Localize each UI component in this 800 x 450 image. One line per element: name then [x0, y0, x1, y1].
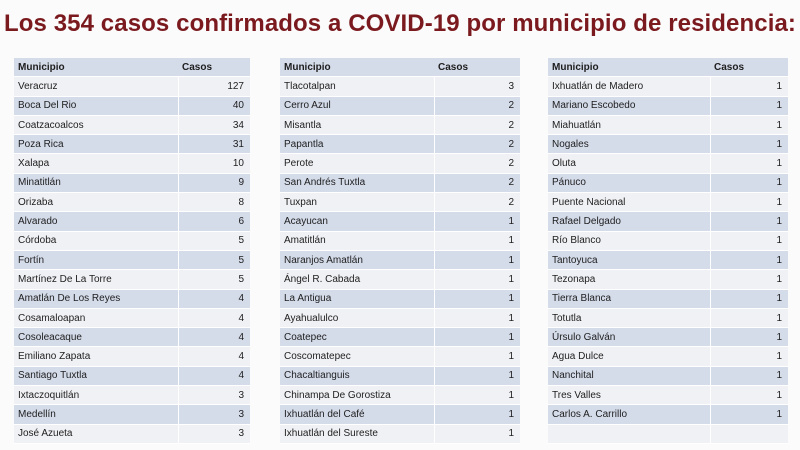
casos-cell: 34: [178, 115, 250, 134]
table-row: [548, 328, 788, 347]
casos-header: Casos: [434, 58, 520, 77]
municipio-cell: Orizaba: [14, 193, 178, 212]
casos-cell: 5: [178, 231, 250, 250]
cases-table-2: [280, 58, 520, 444]
municipio-header: Municipio: [548, 58, 710, 77]
casos-cell: 1: [710, 77, 788, 96]
casos-cell: 1: [434, 386, 520, 405]
table-row: [14, 328, 250, 347]
municipio-cell: Ixhuatlán del Café: [280, 405, 434, 424]
casos-cell: 1: [434, 270, 520, 289]
table-row: [280, 154, 520, 173]
table-row: [548, 135, 788, 154]
casos-cell: 1: [710, 328, 788, 347]
casos-header: Casos: [710, 58, 788, 77]
municipio-cell: Tantoyuca: [548, 250, 710, 269]
casos-cell: 1: [710, 308, 788, 327]
casos-cell: 1: [434, 347, 520, 366]
table-row: [14, 135, 250, 154]
table-row: [280, 77, 520, 96]
casos-cell: 4: [178, 347, 250, 366]
casos-cell: 1: [710, 193, 788, 212]
casos-cell: 2: [434, 173, 520, 192]
table-row: [280, 135, 520, 154]
casos-cell: 4: [178, 366, 250, 385]
table-row: [14, 96, 250, 115]
table-row: [548, 289, 788, 308]
table-row: [280, 250, 520, 269]
casos-cell: 31: [178, 135, 250, 154]
casos-cell: 3: [178, 424, 250, 443]
table-row: [280, 212, 520, 231]
table-row: [14, 270, 250, 289]
municipio-cell: Tierra Blanca: [548, 289, 710, 308]
table-row: [548, 366, 788, 385]
table-row: [280, 173, 520, 192]
table-row: [280, 270, 520, 289]
table-row: [14, 212, 250, 231]
table-row: [14, 366, 250, 385]
municipio-cell: Misantla: [280, 115, 434, 134]
table-row: [14, 154, 250, 173]
municipio-cell: Pánuco: [548, 173, 710, 192]
municipio-cell: Ixhuatlán del Sureste: [280, 424, 434, 443]
table-row: [548, 193, 788, 212]
table-row: [548, 424, 788, 443]
casos-cell: 1: [434, 231, 520, 250]
municipio-cell: Fortín: [14, 250, 178, 269]
table-row: [280, 386, 520, 405]
municipio-cell: Alvarado: [14, 212, 178, 231]
table-row: [280, 308, 520, 327]
municipio-cell: Úrsulo Galván: [548, 328, 710, 347]
municipio-cell: José Azueta: [14, 424, 178, 443]
municipio-cell: Mariano Escobedo: [548, 96, 710, 115]
casos-cell: 5: [178, 250, 250, 269]
table-row: [280, 115, 520, 134]
casos-header: Casos: [178, 58, 250, 77]
casos-cell: 1: [710, 347, 788, 366]
casos-cell: 1: [434, 424, 520, 443]
municipio-cell: Río Blanco: [548, 231, 710, 250]
casos-cell: 1: [710, 386, 788, 405]
municipio-cell: Amatlán De Los Reyes: [14, 289, 178, 308]
casos-cell: 10: [178, 154, 250, 173]
casos-cell: 8: [178, 193, 250, 212]
municipio-cell: Poza Rica: [14, 135, 178, 154]
table-row: [548, 154, 788, 173]
table-row: [280, 405, 520, 424]
municipio-cell: Totutla: [548, 308, 710, 327]
casos-cell: 1: [710, 366, 788, 385]
cases-table-1: [14, 58, 250, 444]
table-row: [14, 250, 250, 269]
municipio-cell: Agua Dulce: [548, 347, 710, 366]
casos-cell: [710, 424, 788, 443]
table-row: [548, 96, 788, 115]
municipio-cell: Córdoba: [14, 231, 178, 250]
casos-cell: 1: [710, 289, 788, 308]
casos-cell: 1: [434, 366, 520, 385]
table-row: [14, 405, 250, 424]
casos-cell: 1: [710, 270, 788, 289]
casos-cell: 127: [178, 77, 250, 96]
municipio-cell: Coatzacoalcos: [14, 115, 178, 134]
municipio-cell: Chacaltianguis: [280, 366, 434, 385]
table-row: [280, 347, 520, 366]
municipio-cell: Carlos A. Carrillo: [548, 405, 710, 424]
municipio-cell: Martínez De La Torre: [14, 270, 178, 289]
municipio-cell: San Andrés Tuxtla: [280, 173, 434, 192]
table-row: [548, 250, 788, 269]
municipio-cell: Tezonapa: [548, 270, 710, 289]
casos-cell: 1: [710, 154, 788, 173]
table-row: [548, 308, 788, 327]
table-row: [280, 289, 520, 308]
table-row: [548, 270, 788, 289]
municipio-cell: Tres Valles: [548, 386, 710, 405]
table-row: [548, 386, 788, 405]
table-row: [280, 328, 520, 347]
table-row: [14, 289, 250, 308]
casos-cell: 1: [710, 115, 788, 134]
casos-cell: 2: [434, 115, 520, 134]
casos-cell: 1: [710, 405, 788, 424]
municipio-cell: Ixtaczoquitlán: [14, 386, 178, 405]
table-row: [280, 424, 520, 443]
municipio-cell: Cosoleacaque: [14, 328, 178, 347]
municipio-cell: Rafael Delgado: [548, 212, 710, 231]
table-row: [14, 231, 250, 250]
casos-cell: 1: [710, 212, 788, 231]
casos-cell: 4: [178, 289, 250, 308]
table-row: [280, 193, 520, 212]
casos-cell: 1: [434, 289, 520, 308]
table-row: [548, 212, 788, 231]
table-row: [14, 308, 250, 327]
municipio-cell: Ixhuatlán de Madero: [548, 77, 710, 96]
table-row: [548, 347, 788, 366]
page-title: Los 354 casos confirmados a COVID-19 por municipio de residencia:: [3, 10, 797, 37]
casos-cell: 3: [434, 77, 520, 96]
municipio-cell: Tlacotalpan: [280, 77, 434, 96]
table-row: [14, 193, 250, 212]
municipio-cell: Perote: [280, 154, 434, 173]
casos-cell: 1: [710, 135, 788, 154]
municipio-cell: Nogales: [548, 135, 710, 154]
municipio-cell: Veracruz: [14, 77, 178, 96]
municipio-cell: Amatitlán: [280, 231, 434, 250]
municipio-cell: Papantla: [280, 135, 434, 154]
casos-cell: 5: [178, 270, 250, 289]
municipio-cell: Cerro Azul: [280, 96, 434, 115]
table-row: [14, 115, 250, 134]
municipio-cell: Ángel R. Cabada: [280, 270, 434, 289]
municipio-header: Municipio: [14, 58, 178, 77]
municipio-cell: Medellín: [14, 405, 178, 424]
table-row: [14, 424, 250, 443]
table-row: [280, 231, 520, 250]
municipio-cell: Nanchital: [548, 366, 710, 385]
municipio-cell: Tuxpan: [280, 193, 434, 212]
municipio-cell: Acayucan: [280, 212, 434, 231]
casos-cell: 3: [178, 405, 250, 424]
casos-cell: 1: [710, 250, 788, 269]
municipio-cell: Minatitlán: [14, 173, 178, 192]
municipio-cell: Santiago Tuxtla: [14, 366, 178, 385]
municipio-cell: Coatepec: [280, 328, 434, 347]
municipio-cell: Cosamaloapan: [14, 308, 178, 327]
casos-cell: 1: [434, 405, 520, 424]
casos-cell: 1: [434, 328, 520, 347]
table-row: [548, 173, 788, 192]
table-row: [14, 386, 250, 405]
municipio-cell: Emiliano Zapata: [14, 347, 178, 366]
table-row: [548, 77, 788, 96]
table-row: [280, 96, 520, 115]
casos-cell: 1: [710, 173, 788, 192]
table-row: [14, 77, 250, 96]
municipio-cell: Xalapa: [14, 154, 178, 173]
table-row: [548, 115, 788, 134]
casos-cell: 2: [434, 96, 520, 115]
table-row: [14, 347, 250, 366]
municipio-cell: Naranjos Amatlán: [280, 250, 434, 269]
casos-cell: 3: [178, 386, 250, 405]
table-row: [280, 366, 520, 385]
casos-cell: 2: [434, 154, 520, 173]
casos-cell: 6: [178, 212, 250, 231]
municipio-cell: La Antigua: [280, 289, 434, 308]
casos-cell: 1: [434, 212, 520, 231]
casos-cell: 4: [178, 328, 250, 347]
casos-cell: 1: [710, 96, 788, 115]
casos-cell: 4: [178, 308, 250, 327]
municipio-cell: [548, 424, 710, 443]
casos-cell: 2: [434, 193, 520, 212]
municipio-cell: Ayahualulco: [280, 308, 434, 327]
casos-cell: 9: [178, 173, 250, 192]
casos-cell: 1: [434, 308, 520, 327]
municipio-cell: Chinampa De Gorostiza: [280, 386, 434, 405]
municipio-cell: Oluta: [548, 154, 710, 173]
casos-cell: 1: [434, 250, 520, 269]
table-row: [548, 405, 788, 424]
municipio-cell: Miahuatlán: [548, 115, 710, 134]
municipio-cell: Puente Nacional: [548, 193, 710, 212]
casos-cell: 40: [178, 96, 250, 115]
municipio-cell: Coscomatepec: [280, 347, 434, 366]
casos-cell: 1: [710, 231, 788, 250]
table-row: [14, 173, 250, 192]
municipio-cell: Boca Del Rio: [14, 96, 178, 115]
municipio-header: Municipio: [280, 58, 434, 77]
table-row: [548, 231, 788, 250]
cases-table-3: [548, 58, 788, 444]
casos-cell: 2: [434, 135, 520, 154]
